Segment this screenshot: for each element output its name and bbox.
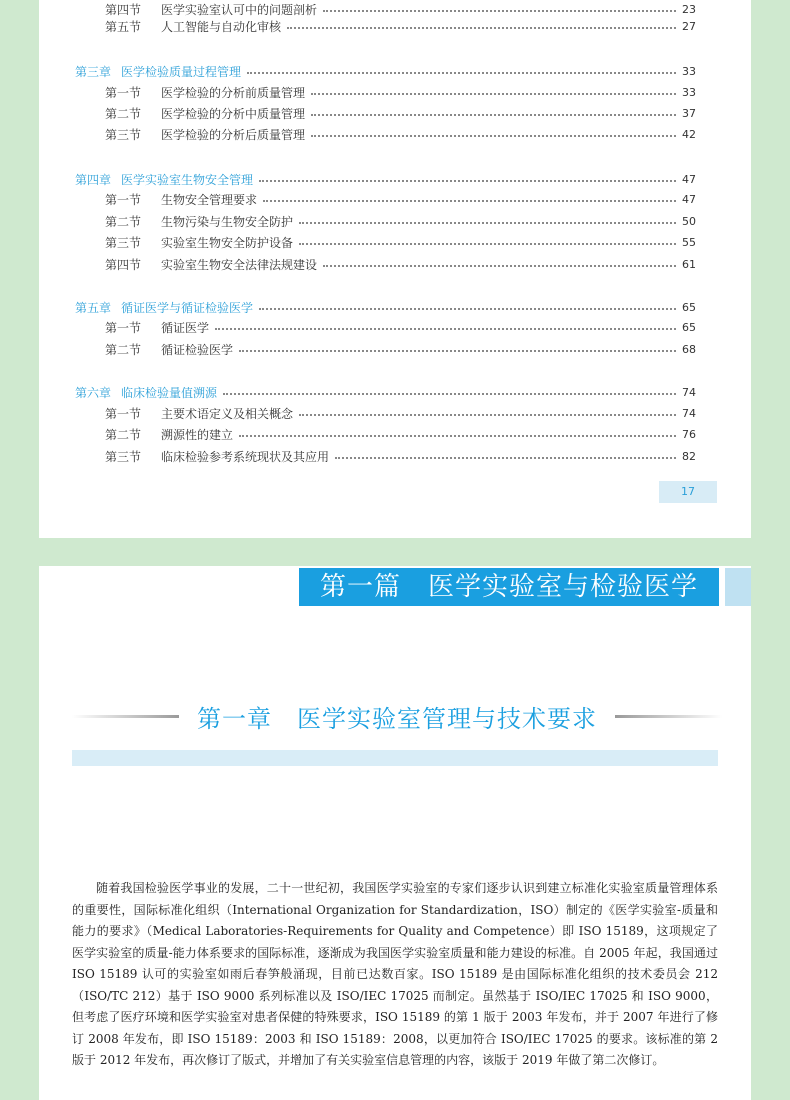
toc-page-number: 74: [682, 385, 696, 399]
toc-leader-dots: [311, 114, 676, 116]
toc-page-number: 47: [682, 192, 696, 206]
toc-leader-dots: [259, 180, 676, 182]
toc-leader-dots: [215, 328, 676, 330]
toc-entry-label: [105, 191, 257, 208]
toc-chapter-row[interactable]: [75, 170, 696, 188]
toc-entry-number: 第一节: [105, 320, 142, 335]
toc-entry-title: 溯源性的建立: [161, 427, 234, 442]
toc-entry-label: [75, 299, 253, 316]
body-paragraph: 随着我国检验医学事业的发展，二十一世纪初，我国医学实验室的专家们逐步认识到建立标准化实验室质量管理体系的重要性，国际标准化组织（International Organization for Standardization，ISO）制定的《医学实验室-质量和能力的要求》（Medical Laboratories-Requirements for Quality and Competence）即 ISO 15189，这项规定了医学实验室的质量-能力体系要求的国际标准，逐渐成为我国医学实验室质量和能力建设的标准。自 2005 年起，我国通过 ISO 15189 认可的实验室如雨后春笋般涌现，目前已达数百家。ISO 15189 是由国际标准化组织的技术委员会 212（ISO/TC 212）基于 ISO 9000 系列标准以及 ISO/IEC 17025 而制定。虽然基于 ISO/IEC 17025 和 ISO 9000，但考虑了医疗环境和医学实验室对患者保健的特殊要求，ISO 15189 的第 1 版于 2003 年发布，并于 2007 年进行了修订 2008 年发布，即 ISO 15189：2003 和 ISO 15189：2008，以更加符合 ISO/IEC 17025 的要求。该标准的第 2 版于 2012 年发布，再次修订了版式，并增加了有关实验室信息管理的内容，该版于 2019 年做了第二次修订。: [72, 881, 718, 1067]
toc-page-number: 37: [682, 106, 696, 120]
toc-page-number: 55: [682, 235, 696, 249]
toc-entry-title: 实验室生物安全法律法规建设: [161, 257, 318, 272]
toc-entry-number: 第五节: [105, 19, 142, 34]
toc-entry-number: 第二节: [105, 106, 142, 121]
toc-entry-label: [105, 84, 305, 101]
toc-entry-label: [105, 1, 317, 18]
toc-section-row[interactable]: [105, 104, 696, 122]
toc-entry-title: 临床检验量值溯源: [121, 385, 218, 400]
toc-page-number: 65: [682, 320, 696, 334]
toc-entry-number: 第四节: [105, 257, 142, 272]
toc-entry-number: 第三节: [105, 449, 142, 464]
toc-entry-title: 医学检验的分析前质量管理: [161, 85, 306, 100]
toc-entry-number: 第二节: [105, 214, 142, 229]
toc-page-number: 61: [682, 257, 696, 271]
toc-leader-dots: [239, 350, 676, 352]
toc-page-number: 50: [682, 214, 696, 228]
toc-leader-dots: [247, 72, 676, 74]
toc-entry-title: 实验室生物安全防护设备: [161, 235, 294, 250]
toc-entry-title: 循证检验医学: [161, 342, 234, 357]
toc-entry-title: 医学实验室认可中的问题剖析: [161, 2, 318, 17]
toc-entry-title: 医学实验室生物安全管理: [121, 172, 254, 187]
toc-entry-label: [105, 319, 209, 336]
toc-leader-dots: [299, 243, 676, 245]
toc-section-row[interactable]: [105, 233, 696, 251]
toc-entry-label: [105, 105, 305, 122]
toc-entry-number: 第三节: [105, 127, 142, 142]
toc-leader-dots: [311, 135, 676, 137]
chapter-heading: [72, 696, 722, 736]
toc-leader-dots: [311, 93, 676, 95]
toc-leader-dots: [287, 27, 676, 29]
toc-entry-number: 第四节: [105, 2, 142, 17]
toc-entry-label: [105, 405, 293, 422]
toc-entry-label: [105, 234, 293, 251]
toc-page-number: 76: [682, 427, 696, 441]
toc-section-row[interactable]: [105, 340, 696, 358]
toc-entry-label: [105, 448, 329, 465]
toc-leader-dots: [323, 10, 676, 12]
toc-section-row[interactable]: [105, 318, 696, 336]
toc-leader-dots: [335, 457, 676, 459]
part-title-banner: 第一篇 医学实验室与检验医学: [299, 568, 719, 606]
toc-page: [39, 0, 751, 538]
toc-section-row[interactable]: [105, 212, 696, 230]
toc-entry-label: [75, 171, 253, 188]
toc-entry-number: 第一节: [105, 85, 142, 100]
toc-leader-dots: [299, 222, 676, 224]
toc-page-number: 33: [682, 85, 696, 99]
toc-section-row[interactable]: [105, 425, 696, 443]
toc-entry-label: [105, 213, 293, 230]
toc-entry-number: 第三节: [105, 235, 142, 250]
toc-entry-label: [75, 63, 241, 80]
toc-section-row[interactable]: [105, 125, 696, 143]
toc-section-row[interactable]: [105, 0, 696, 18]
toc-entry-title: 主要术语定义及相关概念: [161, 406, 294, 421]
toc-section-row[interactable]: [105, 83, 696, 101]
toc-entry-number: 第二节: [105, 427, 142, 442]
toc-entry-label: [75, 384, 217, 401]
toc-leader-dots: [323, 265, 676, 267]
toc-entry-number: 第一节: [105, 406, 142, 421]
toc-entry-title: 医学检验的分析后质量管理: [161, 127, 306, 142]
toc-entry-title: 生物污染与生物安全防护: [161, 214, 294, 229]
toc-page-number: 65: [682, 300, 696, 314]
toc-entry-label: [105, 18, 281, 35]
toc-entry-number: 第二节: [105, 342, 142, 357]
toc-chapter-row[interactable]: [75, 62, 696, 80]
toc-page-number: 68: [682, 342, 696, 356]
toc-entry-title: 医学检验的分析中质量管理: [161, 106, 306, 121]
body-text: [72, 878, 718, 1072]
toc-page-number: 27: [682, 19, 696, 33]
toc-entry-title: 循证医学: [161, 320, 210, 335]
toc-page-number: 82: [682, 449, 696, 463]
toc-entry-number: 第一节: [105, 192, 142, 207]
toc-entry-title: 人工智能与自动化审核: [161, 19, 282, 34]
chapter-title: 第一章 医学实验室管理与技术要求: [197, 704, 597, 733]
toc-entry-number: 第三章: [75, 64, 112, 79]
toc-page-number: 33: [682, 64, 696, 78]
toc-leader-dots: [299, 414, 676, 416]
toc-leader-dots: [263, 200, 676, 202]
toc-section-row[interactable]: [105, 17, 696, 35]
toc-entry-label: [105, 426, 233, 443]
toc-entry-title: 生物安全管理要求: [161, 192, 258, 207]
toc-entry-label: [105, 126, 305, 143]
toc-entry-number: 第六章: [75, 385, 112, 400]
chapter-divider-bar: [72, 750, 718, 766]
toc-leader-dots: [259, 308, 676, 310]
toc-entry-number: 第四章: [75, 172, 112, 187]
toc-entry-label: [105, 256, 317, 273]
toc-leader-dots: [223, 393, 676, 395]
toc-entry-title: 医学检验质量过程管理: [121, 64, 242, 79]
toc-section-row[interactable]: [105, 404, 696, 422]
toc-page-number: 47: [682, 172, 696, 186]
toc-section-row[interactable]: [105, 447, 696, 465]
heading-rule-left: [72, 715, 179, 718]
part-banner-accent: [725, 568, 751, 606]
chapter-page: [39, 566, 751, 1100]
toc-entry-title: 循证医学与循证检验医学: [121, 300, 254, 315]
page-number-badge: 17: [659, 481, 717, 503]
toc-chapter-row[interactable]: [75, 383, 696, 401]
toc-entry-number: 第五章: [75, 300, 112, 315]
toc-page-number: 23: [682, 2, 696, 16]
heading-rule-right: [615, 715, 722, 718]
toc-page-number: 42: [682, 127, 696, 141]
toc-section-row[interactable]: [105, 255, 696, 273]
toc-section-row[interactable]: [105, 190, 696, 208]
toc-page-number: 74: [682, 406, 696, 420]
toc-entry-label: [105, 341, 233, 358]
toc-chapter-row[interactable]: [75, 298, 696, 316]
toc-entry-title: 临床检验参考系统现状及其应用: [161, 449, 330, 464]
toc-leader-dots: [239, 435, 676, 437]
